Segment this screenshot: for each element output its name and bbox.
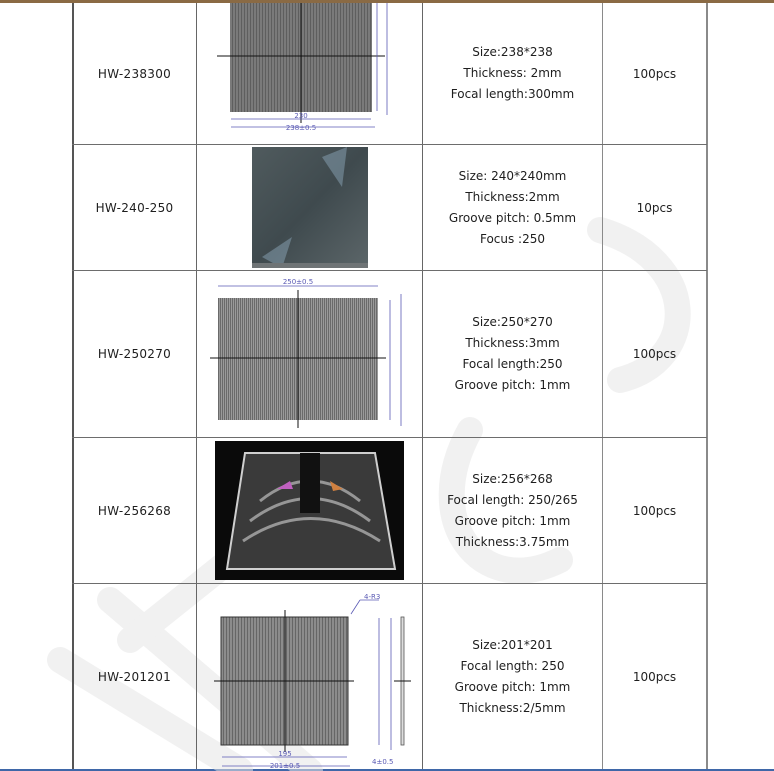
svg-text:250±0.5: 250±0.5 <box>282 278 314 286</box>
model-cell: HW-256268 <box>97 503 172 518</box>
model-cell: HW-250270 <box>97 347 172 361</box>
svg-text:238±0.5: 238±0.5 <box>285 124 317 132</box>
table-border-right <box>706 3 708 769</box>
lens-drawing <box>205 3 415 138</box>
spec-cell: Size:256*268 Focal length: 250/265 Groove pitch: 1mm Thickness:3.75mm <box>447 471 578 549</box>
svg-text:4±0.5: 4±0.5 <box>372 758 394 766</box>
quantity-cell: 10pcs <box>636 200 673 215</box>
svg-text:201±0.5: 201±0.5 <box>269 762 301 769</box>
svg-text:4-R3: 4-R3 <box>364 593 381 601</box>
spec-cell: Size:250*270 Thickness:3mm Focal length:250 Groove pitch: 1mm <box>454 315 571 392</box>
lens-drawing <box>210 276 410 431</box>
svg-text:195: 195 <box>278 750 292 758</box>
spec-cell: Size:201*201 Focal length: 250 Groove pitch: 1mm Thickness:2/5mm <box>454 637 571 715</box>
quantity-cell: 100pcs <box>632 669 677 684</box>
lens-photo <box>215 441 404 580</box>
lens-drawing <box>214 590 419 769</box>
quantity-cell: 100pcs <box>632 503 677 518</box>
lens-photo <box>252 147 368 268</box>
col-divider <box>196 3 197 769</box>
model-cell: HW-238300 <box>97 66 172 81</box>
spec-cell: Size:238*238 Thickness: 2mm Focal length:300mm <box>450 45 575 101</box>
spec-cell: Size: 240*240mm Thickness:2mm Groove pitch: 0.5mm Focus :250 <box>448 168 577 246</box>
quantity-cell: 100pcs <box>632 66 677 81</box>
model-cell: HW-201201 <box>97 669 172 684</box>
svg-text:230: 230 <box>294 112 308 120</box>
quantity-cell: 100pcs <box>632 347 677 361</box>
model-cell: HW-240-250 <box>95 200 174 215</box>
